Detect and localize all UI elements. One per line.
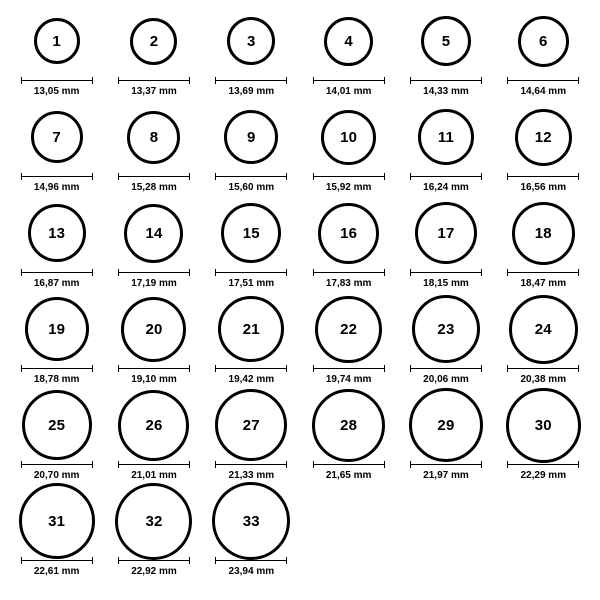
ring-measure — [409, 173, 483, 193]
measure-bar-icon — [410, 173, 482, 180]
ring-size-cell[interactable] — [9, 106, 104, 193]
ring-measure — [409, 269, 483, 289]
measure-bar-icon — [215, 365, 287, 372]
ring-measure — [214, 269, 288, 289]
ring-row — [8, 202, 592, 298]
ring-measure — [409, 77, 483, 97]
ring-circle-wrapper — [412, 298, 480, 360]
ring-circle — [412, 295, 480, 363]
ring-size-cell[interactable] — [398, 202, 493, 289]
ring-row — [8, 490, 592, 586]
ring-diameter-label: 17,51 mm — [228, 278, 275, 289]
measure-bar-icon — [507, 173, 579, 180]
ring-size-cell[interactable] — [204, 490, 299, 577]
measure-bar-icon — [410, 365, 482, 372]
ring-measure — [409, 461, 483, 481]
ring-circle-wrapper — [224, 106, 278, 168]
ring-size-label: 20 — [145, 320, 163, 338]
ring-size-cell[interactable] — [398, 10, 493, 97]
ring-diameter-label: 18,78 mm — [33, 374, 80, 385]
ring-circle — [421, 16, 471, 66]
ring-circle-wrapper — [312, 394, 385, 456]
ring-circle-wrapper — [421, 10, 471, 72]
ring-diameter-label: 19,74 mm — [325, 374, 372, 385]
ring-circle — [227, 17, 275, 65]
ring-circle — [130, 18, 177, 65]
ring-measure — [20, 173, 94, 193]
ring-size-label: 3 — [247, 32, 256, 50]
ring-circle — [509, 295, 578, 364]
ring-measure — [506, 173, 580, 193]
ring-diameter-label: 15,28 mm — [131, 182, 177, 193]
ring-diameter-label: 17,19 mm — [131, 278, 177, 289]
ring-circle — [22, 390, 92, 460]
ring-size-cell[interactable] — [496, 106, 591, 193]
ring-size-label: 23 — [437, 320, 455, 338]
ring-measure — [117, 269, 191, 289]
ring-diameter-label: 16,24 mm — [423, 182, 469, 193]
ring-size-cell[interactable] — [301, 394, 396, 481]
ring-size-label: 12 — [534, 128, 552, 146]
ring-measure — [506, 77, 580, 97]
measure-bar-icon — [21, 461, 93, 468]
measure-bar-icon — [21, 557, 93, 564]
measure-bar-icon — [21, 173, 93, 180]
ring-measure — [214, 173, 288, 193]
ring-size-label: 8 — [149, 128, 159, 146]
ring-measure — [312, 461, 386, 481]
measure-bar-icon — [507, 269, 579, 276]
ring-size-cell[interactable] — [9, 394, 104, 481]
ring-circle-wrapper — [515, 106, 572, 168]
ring-size-label: 5 — [441, 32, 451, 50]
ring-measure — [117, 173, 191, 193]
ring-measure — [214, 365, 288, 385]
ring-size-label: 16 — [340, 224, 358, 242]
ring-circle-wrapper — [28, 202, 86, 264]
ring-circle-wrapper — [118, 394, 189, 456]
ring-diameter-label: 22,61 mm — [33, 566, 80, 577]
ring-diameter-label: 16,56 mm — [520, 182, 567, 193]
measure-bar-icon — [215, 173, 287, 180]
ring-measure — [20, 365, 94, 385]
ring-diameter-label: 23,94 mm — [228, 566, 275, 577]
ring-diameter-label: 13,69 mm — [228, 86, 275, 97]
ring-size-label: 25 — [48, 416, 66, 434]
ring-circle — [115, 483, 192, 560]
ring-circle-wrapper — [115, 490, 192, 552]
ring-size-cell[interactable] — [9, 298, 104, 385]
measure-bar-icon — [507, 365, 579, 372]
ring-circle — [506, 388, 581, 463]
measure-bar-icon — [215, 557, 287, 564]
ring-diameter-label: 20,70 mm — [33, 470, 80, 481]
ring-size-label: 28 — [340, 416, 358, 434]
ring-circle-wrapper — [227, 10, 275, 72]
ring-size-label: 19 — [48, 320, 66, 338]
ring-circle — [415, 202, 477, 264]
measure-bar-icon — [507, 461, 579, 468]
ring-size-cell[interactable] — [496, 394, 591, 481]
ring-size-label: 27 — [242, 416, 260, 434]
ring-diameter-label: 21,97 mm — [423, 470, 469, 481]
ring-measure — [20, 557, 94, 577]
ring-diameter-label: 21,33 mm — [228, 470, 275, 481]
measure-bar-icon — [118, 173, 190, 180]
ring-circle-wrapper — [34, 10, 80, 72]
ring-measure — [117, 461, 191, 481]
ring-diameter-label: 13,37 mm — [131, 86, 177, 97]
ring-circle — [34, 18, 80, 64]
ring-size-label: 14 — [145, 224, 163, 242]
ring-measure — [117, 557, 191, 577]
ring-circle — [25, 297, 89, 361]
ring-measure — [214, 77, 288, 97]
ring-circle-wrapper — [509, 298, 578, 360]
ring-size-cell[interactable] — [106, 202, 201, 289]
ring-circle — [124, 204, 183, 263]
ring-size-cell[interactable] — [9, 490, 104, 577]
ring-circle-wrapper — [22, 394, 92, 456]
ring-size-cell[interactable] — [106, 10, 201, 97]
ring-circle-wrapper — [212, 490, 290, 552]
ring-size-label: 11 — [437, 128, 455, 146]
ring-size-label: 32 — [145, 512, 163, 530]
ring-size-label: 17 — [437, 224, 455, 242]
ring-size-label: 22 — [340, 320, 358, 338]
measure-bar-icon — [215, 269, 287, 276]
ring-row — [8, 10, 592, 106]
ring-size-label: 9 — [247, 128, 256, 146]
measure-bar-icon — [410, 77, 482, 84]
measure-bar-icon — [410, 461, 482, 468]
measure-bar-icon — [21, 365, 93, 372]
ring-measure — [20, 77, 94, 97]
ring-circle — [118, 390, 189, 461]
measure-bar-icon — [410, 269, 482, 276]
ring-circle-wrapper — [31, 106, 83, 168]
ring-circle — [218, 296, 284, 362]
ring-measure — [117, 365, 191, 385]
ring-size-label: 6 — [539, 32, 548, 50]
measure-bar-icon — [118, 557, 190, 564]
measure-bar-icon — [21, 77, 93, 84]
ring-circle-wrapper — [124, 202, 183, 264]
ring-diameter-label: 14,33 mm — [423, 86, 469, 97]
ring-circle — [212, 482, 290, 560]
ring-diameter-label: 21,65 mm — [325, 470, 372, 481]
ring-diameter-label: 15,92 mm — [325, 182, 372, 193]
ring-circle — [418, 109, 474, 165]
ring-size-cell[interactable] — [496, 298, 591, 385]
ring-circle-wrapper — [130, 10, 177, 72]
ring-size-cell[interactable] — [106, 490, 201, 577]
ring-diameter-label: 21,01 mm — [131, 470, 177, 481]
measure-bar-icon — [313, 77, 385, 84]
measure-bar-icon — [215, 77, 287, 84]
measure-bar-icon — [507, 77, 579, 84]
ring-measure — [506, 461, 580, 481]
ring-diameter-label: 19,42 mm — [228, 374, 275, 385]
measure-bar-icon — [118, 365, 190, 372]
ring-measure — [20, 269, 94, 289]
ring-circle-wrapper — [418, 106, 474, 168]
ring-size-label: 21 — [242, 320, 260, 338]
ring-size-label: 33 — [242, 512, 260, 530]
ring-circle — [409, 388, 483, 462]
ring-measure — [506, 365, 580, 385]
ring-diameter-label: 19,10 mm — [131, 374, 177, 385]
ring-circle — [318, 203, 379, 264]
ring-circle — [221, 203, 281, 263]
ring-circle — [121, 297, 186, 362]
ring-diameter-label: 20,06 mm — [423, 374, 469, 385]
ring-measure — [312, 173, 386, 193]
ring-size-cell[interactable] — [301, 298, 396, 385]
ring-size-cell[interactable] — [496, 202, 591, 289]
ring-size-cell[interactable] — [204, 394, 299, 481]
ring-diameter-label: 22,29 mm — [520, 470, 567, 481]
ring-size-cell[interactable] — [496, 10, 591, 97]
ring-size-label: 31 — [48, 512, 66, 530]
ring-measure — [312, 269, 386, 289]
ring-diameter-label: 18,15 mm — [423, 278, 469, 289]
ring-circle-wrapper — [315, 298, 382, 360]
ring-measure — [117, 77, 191, 97]
ring-size-cell[interactable] — [204, 298, 299, 385]
ring-circle — [518, 16, 569, 67]
ring-diameter-label: 16,87 mm — [33, 278, 80, 289]
measure-bar-icon — [118, 269, 190, 276]
ring-size-cell[interactable] — [398, 298, 493, 385]
measure-bar-icon — [215, 461, 287, 468]
ring-size-label: 7 — [52, 128, 61, 146]
ring-size-label: 26 — [145, 416, 163, 434]
ring-size-cell[interactable] — [204, 10, 299, 97]
ring-measure — [20, 461, 94, 481]
ring-size-cell[interactable] — [106, 106, 201, 193]
ring-size-label: 1 — [52, 32, 61, 50]
ring-diameter-label: 15,60 mm — [228, 182, 275, 193]
measure-bar-icon — [21, 269, 93, 276]
ring-circle-wrapper — [127, 106, 180, 168]
ring-circle-wrapper — [409, 394, 483, 456]
ring-size-label: 30 — [534, 416, 552, 434]
ring-size-label: 18 — [534, 224, 552, 242]
ring-row — [8, 394, 592, 490]
measure-bar-icon — [118, 461, 190, 468]
ring-size-cell[interactable] — [106, 298, 201, 385]
ring-measure — [506, 269, 580, 289]
ring-measure — [214, 461, 288, 481]
measure-bar-icon — [313, 365, 385, 372]
ring-diameter-label: 22,92 mm — [131, 566, 177, 577]
ring-circle-wrapper — [25, 298, 89, 360]
ring-circle-wrapper — [19, 490, 95, 552]
measure-bar-icon — [313, 173, 385, 180]
measure-bar-icon — [313, 269, 385, 276]
ring-measure — [312, 77, 386, 97]
ring-circle-wrapper — [218, 298, 284, 360]
ring-size-cell[interactable] — [301, 10, 396, 97]
ring-circle — [515, 109, 572, 166]
ring-diameter-label: 14,64 mm — [520, 86, 567, 97]
ring-size-cell[interactable] — [398, 394, 493, 481]
ring-size-label: 4 — [344, 32, 353, 50]
ring-size-cell[interactable] — [301, 202, 396, 289]
ring-circle — [31, 111, 83, 163]
ring-row — [8, 106, 592, 202]
ring-circle-wrapper — [121, 298, 186, 360]
ring-size-label: 15 — [242, 224, 260, 242]
ring-diameter-label: 14,96 mm — [33, 182, 80, 193]
ring-size-cell[interactable] — [204, 202, 299, 289]
ring-circle — [321, 110, 376, 165]
ring-circle — [224, 110, 278, 164]
ring-circle — [215, 389, 287, 461]
ring-circle-wrapper — [512, 202, 575, 264]
ring-diameter-label: 18,47 mm — [520, 278, 567, 289]
ring-size-label: 29 — [437, 416, 455, 434]
ring-circle-wrapper — [215, 394, 287, 456]
ring-size-cell[interactable] — [301, 106, 396, 193]
ring-circle — [324, 17, 373, 66]
measure-bar-icon — [313, 461, 385, 468]
ring-size-label: 2 — [149, 32, 159, 50]
ring-size-cell[interactable] — [9, 202, 104, 289]
ring-row — [8, 298, 592, 394]
ring-circle-wrapper — [324, 10, 373, 72]
ring-measure — [214, 557, 288, 577]
ring-circle — [19, 483, 95, 559]
ring-measure — [409, 365, 483, 385]
ring-circle-wrapper — [415, 202, 477, 264]
ring-circle — [312, 389, 385, 462]
ring-size-label: 24 — [534, 320, 552, 338]
ring-circle — [127, 111, 180, 164]
ring-diameter-label: 17,83 mm — [325, 278, 372, 289]
ring-measure — [312, 365, 386, 385]
ring-size-cell[interactable] — [106, 394, 201, 481]
ring-circle — [28, 204, 86, 262]
ring-diameter-label: 13,05 mm — [33, 86, 80, 97]
ring-circle — [512, 202, 575, 265]
ring-circle-wrapper — [221, 202, 281, 264]
ring-circle-wrapper — [321, 106, 376, 168]
ring-diameter-label: 14,01 mm — [325, 86, 372, 97]
measure-bar-icon — [118, 77, 190, 84]
ring-circle-wrapper — [318, 202, 379, 264]
ring-size-cell[interactable] — [398, 106, 493, 193]
ring-size-cell[interactable] — [204, 106, 299, 193]
ring-size-label: 13 — [48, 224, 66, 242]
ring-circle-wrapper — [506, 394, 581, 456]
ring-circle-wrapper — [518, 10, 569, 72]
ring-size-label: 10 — [340, 128, 358, 146]
ring-circle — [315, 296, 382, 363]
ring-size-cell[interactable] — [9, 10, 104, 97]
ring-diameter-label: 20,38 mm — [520, 374, 567, 385]
